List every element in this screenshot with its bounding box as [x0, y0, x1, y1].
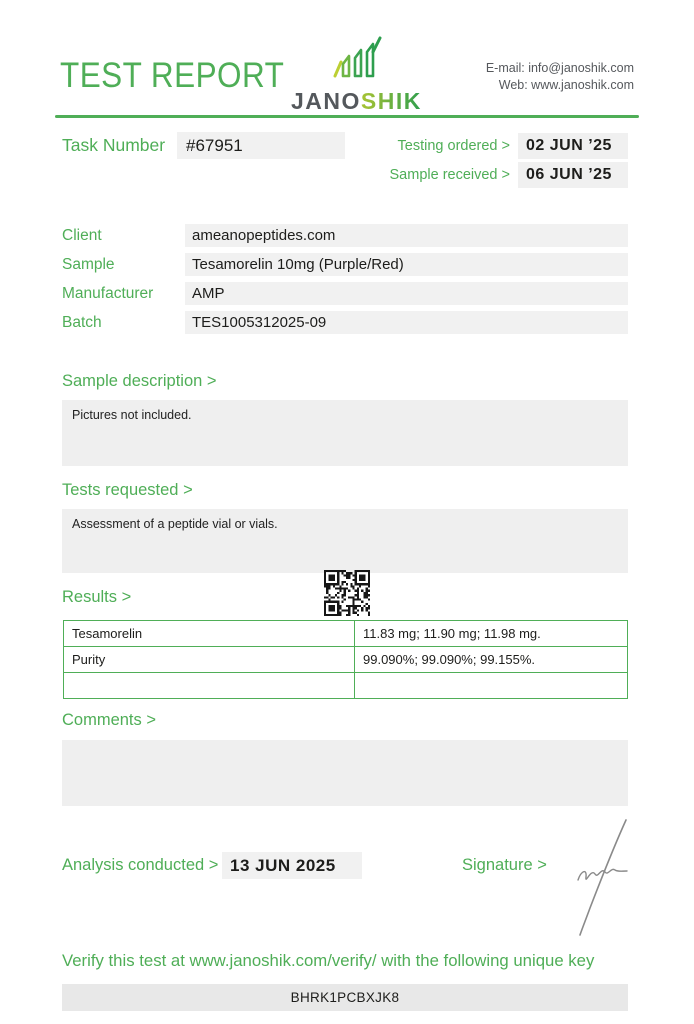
result-value: [355, 673, 628, 699]
comments-box: [62, 740, 628, 806]
sample-received-label: Sample received >: [389, 167, 510, 183]
task-number-label: Task Number: [62, 135, 166, 155]
manufacturer-label: Manufacturer: [62, 285, 154, 302]
logo-wordmark: [291, 88, 421, 115]
results-heading: Results >: [62, 588, 132, 606]
testing-ordered-label: Testing ordered >: [397, 138, 510, 154]
comments-heading: Comments >: [62, 711, 156, 729]
results-table: [63, 620, 628, 699]
logo-text-shik: SHIK: [360, 88, 422, 114]
result-name: [64, 673, 355, 699]
header-divider: [55, 115, 639, 118]
verify-text: Verify this test at www.janoshik.com/verify/ with the following unique key: [62, 951, 595, 970]
tests-requested-heading: Tests requested >: [62, 481, 193, 499]
table-row: [64, 621, 628, 647]
bar-chart-trend-icon: [324, 36, 388, 82]
logo-text-jano: JANO: [291, 88, 361, 114]
contact-info: [486, 60, 634, 94]
sample-received-date: 06 JUN ’25: [518, 162, 628, 188]
sample-value: Tesamorelin 10mg (Purple/Red): [185, 253, 628, 276]
contact-email-line: [486, 60, 634, 77]
web-label: Web:: [498, 78, 532, 92]
table-row: [64, 647, 628, 673]
client-value: ameanopeptides.com: [185, 224, 628, 247]
analysis-conducted-label: Analysis conducted >: [62, 856, 219, 874]
sample-description-box: Pictures not included.: [62, 400, 628, 466]
janoshik-logo: [291, 36, 421, 115]
sample-description-heading: Sample description >: [62, 372, 217, 390]
page-title: TEST REPORT: [60, 56, 285, 95]
testing-ordered-date: 02 JUN ’25: [518, 133, 628, 159]
client-label: Client: [62, 227, 102, 244]
result-name: Purity: [64, 647, 355, 673]
manufacturer-value: AMP: [185, 282, 628, 305]
result-name: Tesamorelin: [64, 621, 355, 647]
contact-web-line: [486, 77, 634, 94]
signature-label: Signature >: [462, 856, 547, 874]
table-row: [64, 673, 628, 699]
email-label: E-mail:: [485, 61, 529, 75]
email-value: info@janoshik.com: [528, 61, 634, 75]
qr-code: [324, 570, 370, 616]
batch-value: TES1005312025-09: [185, 311, 628, 334]
web-value: www.janoshik.com: [531, 78, 634, 92]
tests-requested-box: Assessment of a peptide vial or vials.: [62, 509, 628, 573]
result-value: 99.090%; 99.090%; 99.155%.: [355, 647, 628, 673]
signature-scribble: [556, 816, 648, 938]
result-value: 11.83 mg; 11.90 mg; 11.98 mg.: [355, 621, 628, 647]
batch-label: Batch: [62, 314, 102, 331]
analysis-conducted-date: 13 JUN 2025: [222, 852, 362, 879]
task-number-value: #67951: [177, 132, 345, 159]
unique-key-value: BHRK1PCBXJK8: [62, 984, 628, 1011]
sample-label: Sample: [62, 256, 115, 273]
